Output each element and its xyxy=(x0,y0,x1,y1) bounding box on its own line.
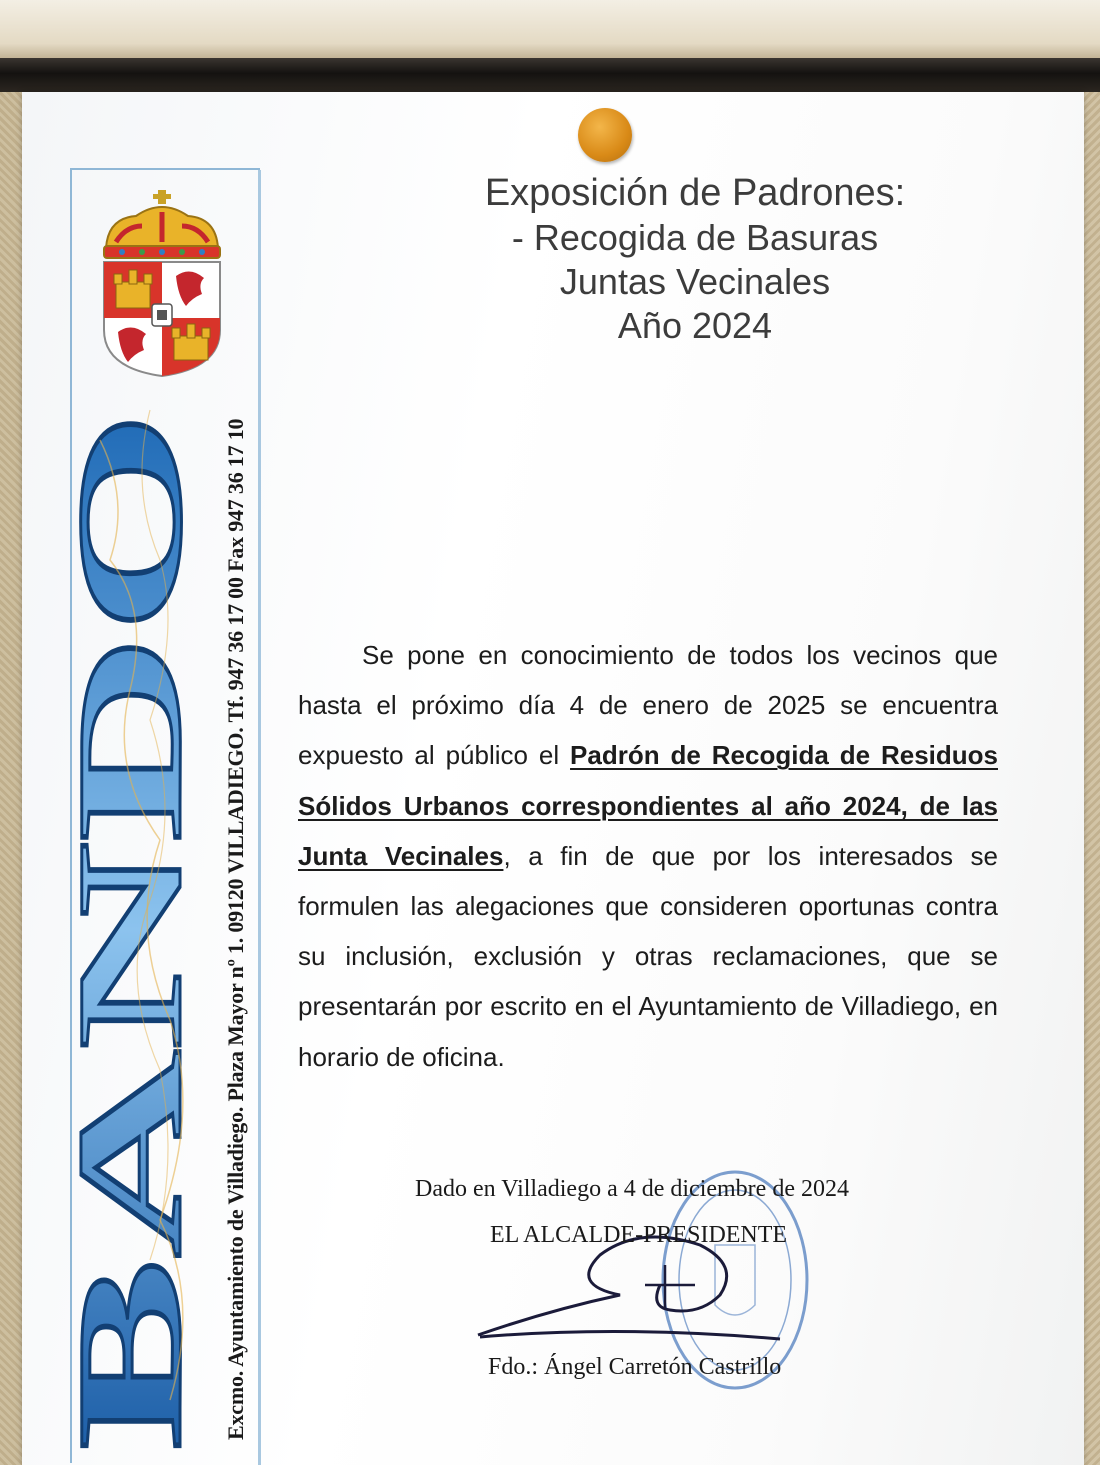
heading-line-1: - Recogida de Basuras xyxy=(511,217,879,258)
wall-right-edge xyxy=(1082,92,1100,1465)
sidebar-border-top xyxy=(70,168,260,170)
sidebar-border-right xyxy=(258,170,261,1465)
bando-word: BANDO xyxy=(47,908,213,1450)
wall-background xyxy=(0,0,1100,62)
town-hall-address: Excmo. Ayuntamiento de Villadiego. Plaza Mayor nº 1. 09120 VILLADIEGO. Tf. 947 36 17 00 Fax 947 36 17 10 xyxy=(223,418,248,1440)
wall-left-edge xyxy=(0,92,22,1465)
coat-of-arms-icon xyxy=(96,190,228,380)
date-line: Dado en Villadiego a 4 de diciembre de 2024 xyxy=(415,1176,849,1202)
signed-by: Fdo.: Ángel Carretón Castrillo xyxy=(488,1354,782,1380)
heading-line-3: Año 2024 xyxy=(617,305,773,346)
notice-body xyxy=(298,630,998,1082)
heading-line-2: Juntas Vecinales xyxy=(559,261,831,302)
body-text-underlined: Padrón de Recogida de Residuos Sólidos Urbanos correspondientes al año 2024, de las Junta Vecinales xyxy=(298,740,998,871)
body-text-part-1: Se pone en conocimiento de todos los vecinos que hasta el próximo día 4 de enero de 2025 se encuentra expuesto al público el xyxy=(298,640,998,771)
bando-banner xyxy=(47,400,213,1460)
heading-title: Exposición de Padrones: xyxy=(484,172,906,214)
push-pin xyxy=(578,108,632,162)
notice-heading xyxy=(420,170,970,348)
notice-board-frame xyxy=(0,58,1100,92)
mayor-title: EL ALCALDE-PRESIDENTE xyxy=(490,1222,788,1248)
body-text-part-2: , a fin de que por los interesados se formulen las alegaciones que consideren oportunas contra su inclusión, exclusión y otras reclamaciones, que se presentarán por escrito en el Ayuntamiento de Villadiego, en horario de oficina. xyxy=(298,840,998,1072)
